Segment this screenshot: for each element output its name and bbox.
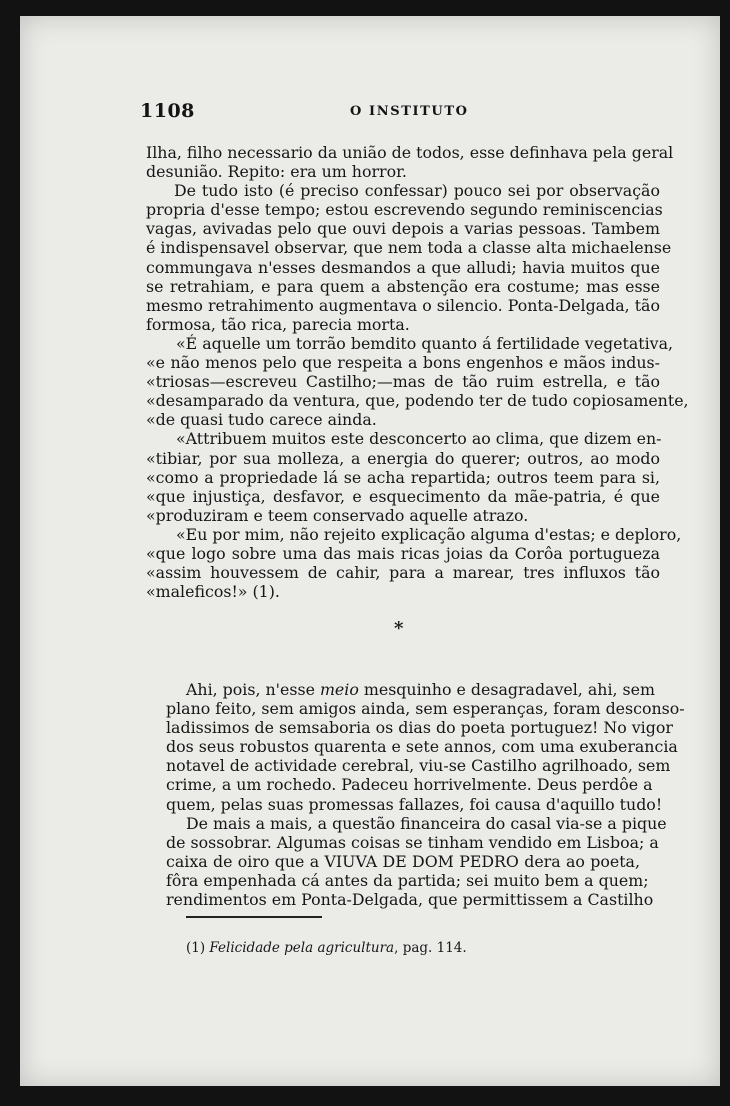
section-separator-star: * (394, 618, 404, 639)
quote-line: «Attribuem muitos este desconcerto ao clima, que dizem en- (176, 429, 662, 449)
text-block-after-separator (166, 680, 685, 910)
footnote (186, 940, 467, 956)
text-line: formosa, tão rica, parecia morta. (146, 314, 410, 334)
text-line: plano feito, sem amigos ainda, sem esperanças, foram desconso- (166, 699, 685, 719)
footnote-rest: , pag. 114. (394, 940, 467, 956)
quote-line: «de quasi tudo carece ainda. (146, 410, 377, 430)
text-line: notavel de actividade cerebral, viu-se Castilho agrilhoado, sem (166, 756, 671, 776)
footnote-title: Felicidade pela agricultura (209, 940, 395, 956)
page-header (140, 100, 660, 126)
text-line: dos seus robustos quarenta e sete annos, com uma exuberancia (166, 737, 678, 757)
text-line: crime, a um rochedo. Padeceu horrivelmente. Deus perdôe a (166, 775, 653, 795)
text-line: de sossobrar. Algumas coisas se tinham vendido em Lisboa; a (166, 832, 659, 852)
text-fragment: Ahi, pois, n'esse (186, 680, 320, 699)
text-line: ladissimos de semsaboria os dias do poeta portuguez! No vigor (166, 718, 673, 738)
quote-line: «como a propriedade lá se acha repartida; outros teem para si, (146, 467, 660, 487)
text-line: mesmo retrahimento augmentava o silencio. Ponta-Delgada, tão (146, 295, 660, 315)
text-line: De tudo isto (é preciso confessar) pouco sei por observação (174, 181, 660, 201)
quote-line: «que logo sobre uma das mais ricas joias da Corôa portugueza (146, 543, 660, 563)
text-line: desunião. Repito: era um horror. (146, 162, 407, 182)
text-line: commungava n'esses desmandos a que alludi; havia muitos que (146, 257, 660, 277)
quote-line: «maleficos!» (1). (146, 582, 280, 602)
running-head: O INSTITUTO (350, 104, 469, 119)
quote-line: «É aquelle um torrão bemdito quanto á fertilidade vegetativa, (176, 333, 674, 353)
footnote-marker: (1) (186, 940, 210, 956)
quote-line: «Eu por mim, não rejeito explicação alguma d'estas; e deploro, (176, 524, 682, 544)
text-line: propria d'esse tempo; estou escrevendo segundo reminiscencias (146, 200, 663, 220)
quote-line: «assim houvessem de cahir, para a marear, tres influxos tão (146, 563, 660, 583)
text-line: se retrahiam, e para quem a abstenção era costume; mas esse (146, 276, 660, 296)
italic-word: meio (319, 680, 359, 699)
quote-line: «tibiar, por sua molleza, a energia do querer; outros, ao modo (146, 448, 660, 468)
quote-line: «produziram e teem conservado aquelle atrazo. (146, 505, 529, 525)
text-line: fôra empenhada cá antes da partida; sei muito bem a quem; (166, 870, 649, 890)
text-line: De mais a mais, a questão financeira do casal via-se a pique (186, 813, 667, 833)
quote-line: «desamparado da ventura, que, podendo ter de tudo copiosamente, (146, 391, 689, 411)
quote-line: «triosas—escreveu Castilho;—mas de tão ruim estrella, e tão (146, 372, 660, 392)
footnote-rule (186, 916, 322, 918)
page-number: 1108 (140, 100, 195, 122)
text-line: Ilha, filho necessario da união de todos, esse definhava pela geral (146, 143, 674, 162)
text-line: quem, pelas suas promessas fallazes, foi causa d'aquillo tudo! (166, 794, 663, 814)
text-line: caixa de oiro que a VIUVA DE DOM PEDRO dera ao poeta, (166, 851, 640, 871)
text-line: rendimentos em Ponta-Delgada, que permittissem a Castilho (166, 890, 654, 910)
text-line (166, 680, 655, 699)
text-fragment: mesquinho e desagradavel, ahi, sem (358, 680, 655, 699)
text-line: é indispensavel observar, que nem toda a classe alta michaelense (146, 238, 672, 258)
text-line: vagas, avivadas pelo que ouvi depois a varias pessoas. Tambem (146, 219, 660, 239)
quote-line: «que injustiça, desfavor, e esquecimento da mãe-patria, é que (146, 486, 660, 506)
quote-line: «e não menos pelo que respeita a bons engenhos e mãos indus- (146, 353, 660, 373)
text-block-before-separator (146, 143, 689, 602)
